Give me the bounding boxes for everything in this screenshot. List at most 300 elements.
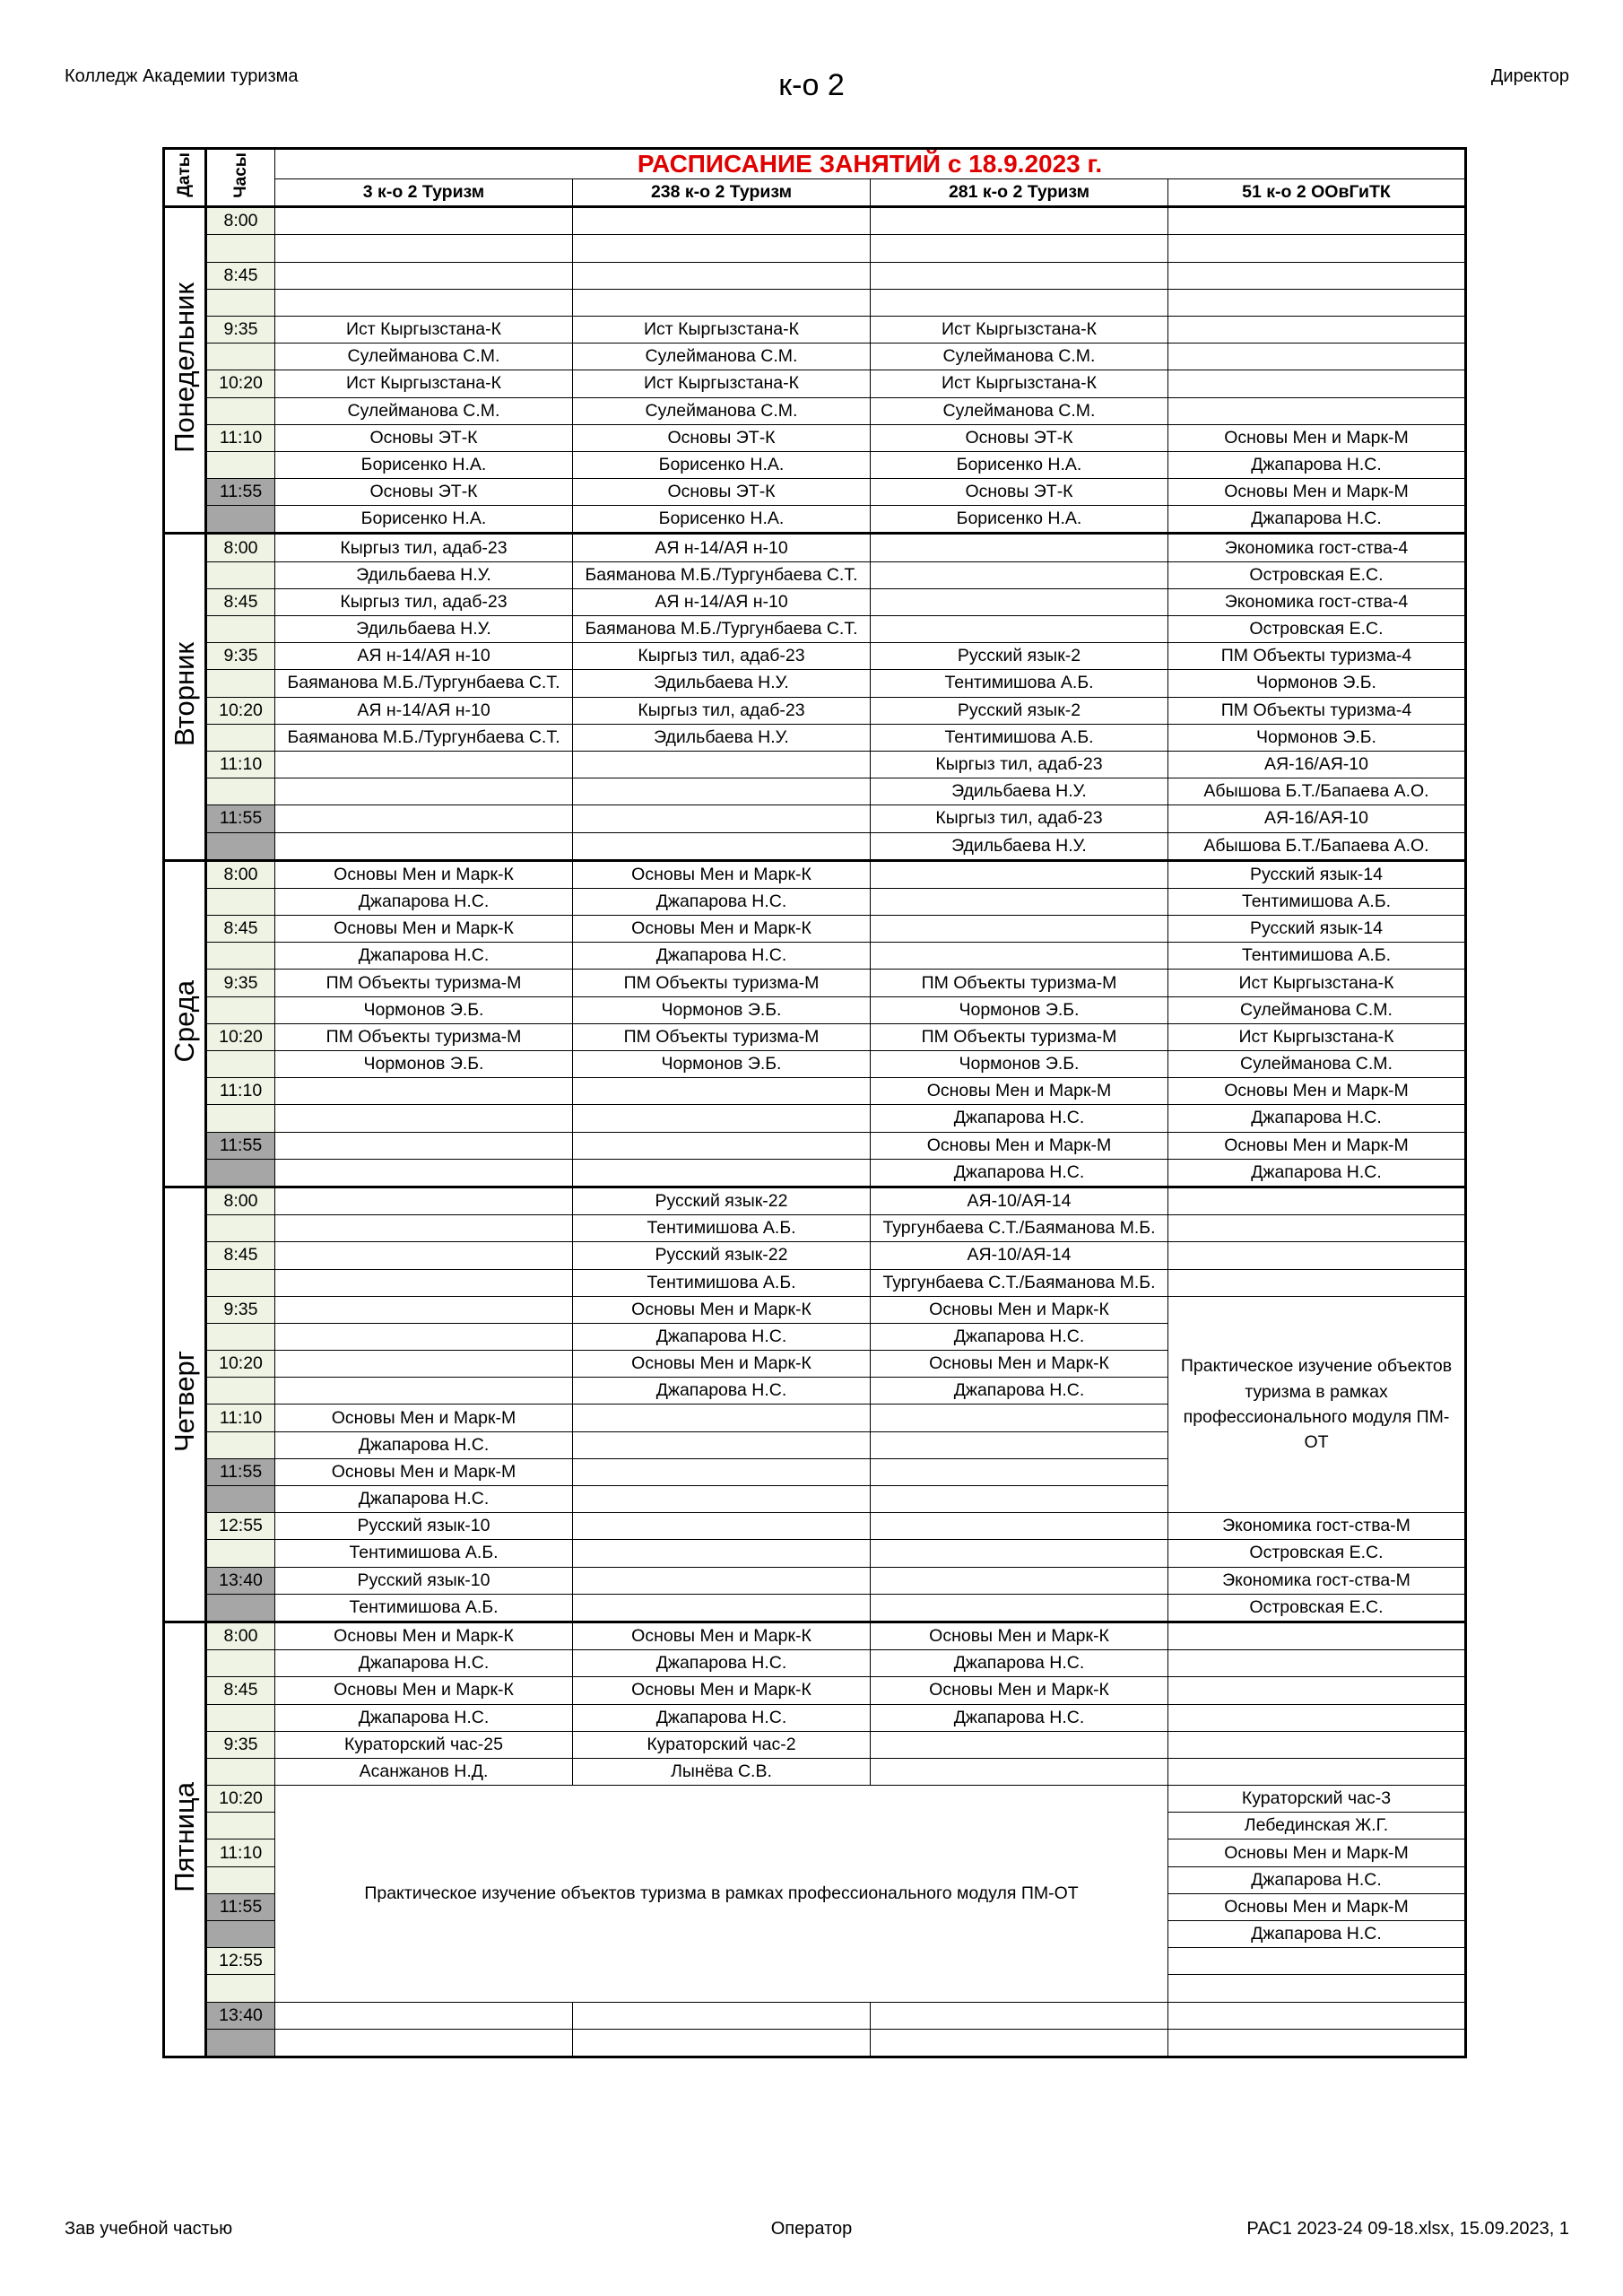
table-row xyxy=(164,805,1466,832)
day-name: Среда xyxy=(169,979,200,1063)
column-header-group-51: 51 к-о 2 ООвГиТК xyxy=(1168,179,1466,207)
lesson-subject-cell: Основы Мен и Марк-К xyxy=(573,1677,871,1704)
lesson-teacher-cell xyxy=(275,1105,573,1132)
lesson-subject-cell: Основы Мен и Марк-К xyxy=(871,1296,1168,1323)
table-row xyxy=(164,479,1466,506)
lesson-subject-cell: Кураторский час-2 xyxy=(573,1731,871,1758)
table-row xyxy=(164,344,1466,370)
lesson-subject-cell: Экономика гост-ства-4 xyxy=(1168,534,1466,561)
table-row xyxy=(164,235,1466,262)
lesson-teacher-cell: Сулейманова С.М. xyxy=(275,397,573,424)
lesson-subject-cell: Основы Мен и Марк-М xyxy=(1168,1132,1466,1159)
lesson-teacher-cell: Тентимишова А.Б. xyxy=(573,1269,871,1296)
lesson-teacher-cell: Тентимишова А.Б. xyxy=(1168,943,1466,970)
table-row xyxy=(164,2029,1466,2057)
lesson-teacher-cell: Сулейманова С.М. xyxy=(573,344,871,370)
table-row xyxy=(164,1650,1466,1677)
lesson-teacher-cell: Джапарова Н.С. xyxy=(871,1323,1168,1350)
day-label-cell xyxy=(164,1622,206,2057)
table-row xyxy=(164,778,1466,805)
time-cell: 8:45 xyxy=(206,916,275,943)
lesson-teacher-cell xyxy=(1168,1704,1466,1731)
page-title: к-о 2 xyxy=(778,68,845,102)
lesson-teacher-cell: Сулейманова С.М. xyxy=(1168,996,1466,1023)
lesson-subject-cell xyxy=(1168,316,1466,343)
lesson-teacher-cell xyxy=(1168,1758,1466,1785)
table-row xyxy=(164,643,1466,670)
lesson-subject-cell: Ист Кыргызстана-К xyxy=(871,316,1168,343)
lesson-teacher-cell: Джапарова Н.С. xyxy=(275,888,573,915)
lesson-teacher-cell: Абышова Б.Т./Бапаева А.О. xyxy=(1168,778,1466,805)
table-row xyxy=(164,370,1466,397)
lesson-teacher-cell: Тентимишова А.Б. xyxy=(275,1540,573,1567)
time-cell: 8:00 xyxy=(206,860,275,888)
lesson-subject-cell: Кыргыз тил, адаб-23 xyxy=(275,534,573,561)
lesson-teacher-cell: Эдильбаева Н.У. xyxy=(573,670,871,697)
lesson-teacher-cell: Баяманова М.Б./Тургунбаева С.Т. xyxy=(573,561,871,588)
lesson-subject-cell: АЯ-10/АЯ-14 xyxy=(871,1187,1168,1214)
lesson-subject-cell xyxy=(275,1187,573,1214)
time-cell xyxy=(206,1813,275,1839)
footer-file-info: РАС1 2023-24 09-18.xlsx, 15.09.2023, 1 xyxy=(1246,2219,1569,2239)
table-row xyxy=(164,1159,1466,1187)
lesson-subject-cell: Основы Мен и Марк-К xyxy=(275,1622,573,1649)
lesson-teacher-cell xyxy=(1168,1975,1466,2002)
lesson-teacher-cell: Тентимишова А.Б. xyxy=(871,670,1168,697)
lesson-teacher-cell: Чормонов Э.Б. xyxy=(1168,670,1466,697)
lesson-subject-cell: Основы Мен и Марк-К xyxy=(573,860,871,888)
time-cell xyxy=(206,943,275,970)
lesson-subject-cell: Экономика гост-ства-М xyxy=(1168,1513,1466,1540)
table-row xyxy=(164,1594,1466,1622)
lesson-teacher-cell xyxy=(871,235,1168,262)
lesson-subject-cell xyxy=(1168,1622,1466,1649)
table-row xyxy=(164,424,1466,451)
lesson-subject-cell xyxy=(871,262,1168,289)
lesson-teacher-cell xyxy=(1168,344,1466,370)
table-row xyxy=(164,1215,1466,1242)
time-cell: 8:45 xyxy=(206,1242,275,1269)
time-cell xyxy=(206,1269,275,1296)
table-row xyxy=(164,888,1466,915)
lesson-teacher-cell: Джапарова Н.С. xyxy=(275,943,573,970)
time-cell xyxy=(206,344,275,370)
lesson-teacher-cell xyxy=(275,1378,573,1405)
lesson-subject-cell xyxy=(573,1567,871,1594)
time-cell xyxy=(206,1758,275,1785)
table-row xyxy=(164,1622,1466,1649)
lesson-teacher-cell: Джапарова Н.С. xyxy=(573,1323,871,1350)
time-cell: 10:20 xyxy=(206,1786,275,1813)
time-cell xyxy=(206,1704,275,1731)
time-cell xyxy=(206,1323,275,1350)
lesson-subject-cell xyxy=(1168,2002,1466,2029)
lesson-subject-cell xyxy=(573,262,871,289)
lesson-teacher-cell xyxy=(871,2029,1168,2057)
lesson-subject-cell: ПМ Объекты туризма-4 xyxy=(1168,697,1466,724)
lesson-subject-cell xyxy=(573,1078,871,1105)
lesson-subject-cell: Кураторский час-3 xyxy=(1168,1786,1466,1813)
time-cell xyxy=(206,832,275,860)
lesson-teacher-cell: Баяманова М.Б./Тургунбаева С.Т. xyxy=(275,670,573,697)
lesson-teacher-cell xyxy=(871,1431,1168,1458)
lesson-subject-cell: Основы Мен и Марк-М xyxy=(871,1078,1168,1105)
lesson-teacher-cell: Сулейманова С.М. xyxy=(275,344,573,370)
lesson-teacher-cell: Эдильбаева Н.У. xyxy=(275,616,573,643)
lesson-subject-cell: Кыргыз тил, адаб-23 xyxy=(573,697,871,724)
table-row xyxy=(164,670,1466,697)
table-row xyxy=(164,561,1466,588)
table-row xyxy=(164,316,1466,343)
lesson-teacher-cell xyxy=(573,1105,871,1132)
time-cell xyxy=(206,996,275,1023)
lesson-subject-cell: Основы Мен и Марк-К xyxy=(275,1677,573,1704)
practice-merged-cell: Практическое изучение объектов туризма в рамках профессионального модуля ПМ-ОТ xyxy=(275,1786,1168,2003)
lesson-subject-cell xyxy=(871,860,1168,888)
day-name: Четверг xyxy=(169,1351,200,1453)
lesson-teacher-cell: Островская Е.С. xyxy=(1168,616,1466,643)
lesson-subject-cell xyxy=(275,751,573,778)
lesson-teacher-cell: Джапарова Н.С. xyxy=(573,888,871,915)
time-cell: 8:00 xyxy=(206,1187,275,1214)
time-cell xyxy=(206,1159,275,1187)
schedule-table xyxy=(162,147,1467,2058)
time-cell xyxy=(206,670,275,697)
lesson-subject-cell: Ист Кыргызстана-К xyxy=(275,370,573,397)
table-row xyxy=(164,588,1466,615)
table-row xyxy=(164,1786,1466,1813)
lesson-subject-cell xyxy=(871,534,1168,561)
table-row xyxy=(164,1513,1466,1540)
lesson-teacher-cell: Чормонов Э.Б. xyxy=(1168,724,1466,751)
table-row xyxy=(164,534,1466,561)
time-cell: 12:55 xyxy=(206,1513,275,1540)
table-row xyxy=(164,207,1466,235)
table-row xyxy=(164,751,1466,778)
lesson-subject-cell: Основы ЭТ-К xyxy=(573,479,871,506)
lesson-teacher-cell: Островская Е.С. xyxy=(1168,1540,1466,1567)
lesson-teacher-cell: Тентимишова А.Б. xyxy=(573,1215,871,1242)
table-row xyxy=(164,1731,1466,1758)
time-cell: 11:55 xyxy=(206,1893,275,1920)
day-name: Вторник xyxy=(169,642,200,747)
lesson-subject-cell xyxy=(1168,207,1466,235)
table-row xyxy=(164,943,1466,970)
lesson-subject-cell: Основы Мен и Марк-М xyxy=(275,1405,573,1431)
table-row xyxy=(164,2002,1466,2029)
lesson-subject-cell xyxy=(871,1458,1168,1485)
lesson-teacher-cell: Борисенко Н.А. xyxy=(275,451,573,478)
column-header-group-3: 3 к-о 2 Туризм xyxy=(275,179,573,207)
lesson-subject-cell: Основы Мен и Марк-М xyxy=(1168,424,1466,451)
lesson-teacher-cell: Джапарова Н.С. xyxy=(1168,506,1466,534)
dates-header xyxy=(164,149,206,207)
time-cell xyxy=(206,235,275,262)
table-row xyxy=(164,1051,1466,1078)
day-label-cell xyxy=(164,1187,206,1622)
lesson-subject-cell xyxy=(871,916,1168,943)
time-cell xyxy=(206,1105,275,1132)
footer-operator-label: Оператор xyxy=(770,2219,853,2239)
lesson-teacher-cell xyxy=(275,289,573,316)
time-cell xyxy=(206,1921,275,1948)
lesson-teacher-cell xyxy=(573,1486,871,1513)
lesson-teacher-cell: Борисенко Н.А. xyxy=(573,506,871,534)
lesson-teacher-cell: Борисенко Н.А. xyxy=(871,451,1168,478)
lesson-subject-cell: Основы ЭТ-К xyxy=(871,479,1168,506)
hours-header xyxy=(206,149,275,207)
lesson-subject-cell: Основы Мен и Марк-К xyxy=(573,1622,871,1649)
time-cell xyxy=(206,1975,275,2002)
lesson-teacher-cell xyxy=(871,1758,1168,1785)
time-cell: 11:55 xyxy=(206,1458,275,1485)
time-cell xyxy=(206,2029,275,2057)
lesson-teacher-cell xyxy=(1168,397,1466,424)
time-cell: 9:35 xyxy=(206,1296,275,1323)
lesson-subject-cell: Основы Мен и Марк-К xyxy=(275,916,573,943)
day-name: Пятница xyxy=(169,1781,200,1892)
lesson-subject-cell: Кураторский час-25 xyxy=(275,1731,573,1758)
college-name: Колледж Академии туризма xyxy=(65,66,299,86)
lesson-subject-cell xyxy=(871,588,1168,615)
time-cell: 11:55 xyxy=(206,479,275,506)
table-row xyxy=(164,1023,1466,1050)
lesson-teacher-cell: Джапарова Н.С. xyxy=(275,1431,573,1458)
lesson-subject-cell: Ист Кыргызстана-К xyxy=(1168,970,1466,996)
lesson-teacher-cell xyxy=(573,1594,871,1622)
lesson-subject-cell: Русский язык-2 xyxy=(871,643,1168,670)
lesson-teacher-cell: Джапарова Н.С. xyxy=(1168,1159,1466,1187)
time-cell: 10:20 xyxy=(206,697,275,724)
table-row xyxy=(164,1105,1466,1132)
lesson-teacher-cell xyxy=(871,561,1168,588)
table-row xyxy=(164,832,1466,860)
lesson-teacher-cell: Джапарова Н.С. xyxy=(871,1704,1168,1731)
lesson-subject-cell: Основы Мен и Марк-К xyxy=(573,1351,871,1378)
lesson-teacher-cell: Асанжанов Н.Д. xyxy=(275,1758,573,1785)
time-cell: 13:40 xyxy=(206,1567,275,1594)
time-cell: 11:10 xyxy=(206,424,275,451)
table-row xyxy=(164,1567,1466,1594)
lesson-teacher-cell: Баяманова М.Б./Тургунбаева С.Т. xyxy=(573,616,871,643)
lesson-subject-cell xyxy=(275,1078,573,1105)
column-header-group-238: 238 к-о 2 Туризм xyxy=(573,179,871,207)
lesson-subject-cell: Русский язык-14 xyxy=(1168,916,1466,943)
lesson-subject-cell xyxy=(573,1458,871,1485)
lesson-teacher-cell xyxy=(1168,289,1466,316)
lesson-teacher-cell xyxy=(573,778,871,805)
time-cell: 11:10 xyxy=(206,751,275,778)
lesson-teacher-cell xyxy=(1168,1269,1466,1296)
time-cell xyxy=(206,561,275,588)
director-label: Директор xyxy=(1490,66,1569,86)
lesson-subject-cell xyxy=(573,1132,871,1159)
lesson-teacher-cell xyxy=(573,289,871,316)
dates-label: Даты xyxy=(175,152,194,197)
time-cell xyxy=(206,451,275,478)
lesson-teacher-cell: Джапарова Н.С. xyxy=(1168,451,1466,478)
time-cell: 8:00 xyxy=(206,1622,275,1649)
lesson-teacher-cell: Тентимишова А.Б. xyxy=(871,724,1168,751)
time-cell xyxy=(206,616,275,643)
time-cell: 11:10 xyxy=(206,1839,275,1866)
column-header-group-281: 281 к-о 2 Туризм xyxy=(871,179,1168,207)
lesson-teacher-cell xyxy=(275,235,573,262)
lesson-teacher-cell xyxy=(871,1486,1168,1513)
lesson-teacher-cell xyxy=(871,888,1168,915)
table-row xyxy=(164,289,1466,316)
lesson-subject-cell: Экономика гост-ства-М xyxy=(1168,1567,1466,1594)
lesson-teacher-cell xyxy=(573,1159,871,1187)
time-cell: 11:10 xyxy=(206,1078,275,1105)
lesson-subject-cell xyxy=(1168,1187,1466,1214)
time-cell xyxy=(206,506,275,534)
lesson-teacher-cell: Борисенко Н.А. xyxy=(871,506,1168,534)
lesson-subject-cell: Ист Кыргызстана-К xyxy=(275,316,573,343)
table-row xyxy=(164,1540,1466,1567)
time-cell: 13:40 xyxy=(206,2002,275,2029)
lesson-teacher-cell: Сулейманова С.М. xyxy=(573,397,871,424)
table-row xyxy=(164,970,1466,996)
time-cell: 8:45 xyxy=(206,262,275,289)
lesson-teacher-cell xyxy=(573,235,871,262)
table-row xyxy=(164,397,1466,424)
lesson-teacher-cell xyxy=(1168,2029,1466,2057)
lesson-teacher-cell xyxy=(275,2029,573,2057)
lesson-teacher-cell xyxy=(1168,235,1466,262)
lesson-subject-cell: Русский язык-10 xyxy=(275,1567,573,1594)
lesson-subject-cell: Основы Мен и Марк-М xyxy=(275,1458,573,1485)
lesson-teacher-cell: Джапарова Н.С. xyxy=(1168,1866,1466,1893)
time-cell xyxy=(206,724,275,751)
time-cell xyxy=(206,289,275,316)
lesson-subject-cell: Основы Мен и Марк-М xyxy=(1168,1893,1466,1920)
lesson-teacher-cell: Эдильбаева Н.У. xyxy=(275,561,573,588)
day-label-cell xyxy=(164,860,206,1187)
lesson-teacher-cell: Джапарова Н.С. xyxy=(275,1486,573,1513)
time-cell: 9:35 xyxy=(206,643,275,670)
table-row xyxy=(164,1296,1466,1323)
lesson-teacher-cell: Эдильбаева Н.У. xyxy=(871,778,1168,805)
schedule-title: РАСПИСАНИЕ ЗАНЯТИЙ с 18.9.2023 г. xyxy=(275,149,1466,179)
table-row xyxy=(164,1758,1466,1785)
lesson-subject-cell xyxy=(275,262,573,289)
lesson-teacher-cell: Чормонов Э.Б. xyxy=(871,996,1168,1023)
time-cell: 8:45 xyxy=(206,588,275,615)
lesson-subject-cell: Русский язык-14 xyxy=(1168,860,1466,888)
lesson-teacher-cell: Лынёва С.В. xyxy=(573,1758,871,1785)
day-name: Понедельник xyxy=(169,282,200,453)
lesson-subject-cell xyxy=(275,805,573,832)
time-cell: 10:20 xyxy=(206,1023,275,1050)
table-row xyxy=(164,451,1466,478)
lesson-subject-cell: Русский язык-22 xyxy=(573,1187,871,1214)
lesson-teacher-cell: Абышова Б.Т./Бапаева А.О. xyxy=(1168,832,1466,860)
lesson-teacher-cell: Островская Е.С. xyxy=(1168,561,1466,588)
lesson-teacher-cell: Джапарова Н.С. xyxy=(275,1704,573,1731)
lesson-teacher-cell: Сулейманова С.М. xyxy=(871,397,1168,424)
lesson-subject-cell xyxy=(1168,370,1466,397)
lesson-teacher-cell xyxy=(871,1540,1168,1567)
table-row xyxy=(164,996,1466,1023)
lesson-subject-cell: ПМ Объекты туризма-4 xyxy=(1168,643,1466,670)
lesson-subject-cell xyxy=(871,1513,1168,1540)
table-row xyxy=(164,616,1466,643)
lesson-subject-cell: Основы Мен и Марк-К xyxy=(871,1351,1168,1378)
lesson-subject-cell: Основы Мен и Марк-М xyxy=(1168,1839,1466,1866)
time-cell: 11:55 xyxy=(206,805,275,832)
time-cell xyxy=(206,397,275,424)
lesson-teacher-cell: Джапарова Н.С. xyxy=(871,1159,1168,1187)
day-label-cell xyxy=(164,207,206,534)
lesson-teacher-cell: Эдильбаева Н.У. xyxy=(573,724,871,751)
lesson-teacher-cell xyxy=(573,1540,871,1567)
lesson-teacher-cell: Тентимишова А.Б. xyxy=(1168,888,1466,915)
lesson-subject-cell xyxy=(275,1242,573,1269)
lesson-teacher-cell: Чормонов Э.Б. xyxy=(871,1051,1168,1078)
lesson-teacher-cell xyxy=(871,289,1168,316)
lesson-subject-cell xyxy=(573,1405,871,1431)
lesson-teacher-cell xyxy=(275,778,573,805)
time-cell: 11:10 xyxy=(206,1405,275,1431)
lesson-subject-cell: АЯ н-14/АЯ н-10 xyxy=(275,697,573,724)
lesson-teacher-cell xyxy=(573,2029,871,2057)
lesson-subject-cell xyxy=(573,2002,871,2029)
time-cell: 8:45 xyxy=(206,1677,275,1704)
time-cell xyxy=(206,1378,275,1405)
lesson-subject-cell: Кыргыз тил, адаб-23 xyxy=(573,643,871,670)
lesson-subject-cell: Ист Кыргызстана-К xyxy=(1168,1023,1466,1050)
table-row xyxy=(164,1677,1466,1704)
lesson-teacher-cell: Тургунбаева С.Т./Баяманова М.Б. xyxy=(871,1269,1168,1296)
lesson-subject-cell xyxy=(1168,1731,1466,1758)
lesson-teacher-cell: Джапарова Н.С. xyxy=(573,943,871,970)
lesson-subject-cell: Основы ЭТ-К xyxy=(275,424,573,451)
lesson-teacher-cell xyxy=(871,616,1168,643)
lesson-teacher-cell: Борисенко Н.А. xyxy=(573,451,871,478)
lesson-teacher-cell: Чормонов Э.Б. xyxy=(275,996,573,1023)
lesson-subject-cell: Ист Кыргызстана-К xyxy=(871,370,1168,397)
lesson-teacher-cell xyxy=(275,1215,573,1242)
lesson-teacher-cell: Лебединская Ж.Г. xyxy=(1168,1813,1466,1839)
lesson-subject-cell: Основы ЭТ-К xyxy=(275,479,573,506)
table-row xyxy=(164,262,1466,289)
lesson-subject-cell: Кыргыз тил, адаб-23 xyxy=(275,588,573,615)
lesson-teacher-cell: Чормонов Э.Б. xyxy=(275,1051,573,1078)
lesson-subject-cell: АЯ н-14/АЯ н-10 xyxy=(573,534,871,561)
time-cell: 9:35 xyxy=(206,970,275,996)
lesson-teacher-cell: Джапарова Н.С. xyxy=(1168,1105,1466,1132)
lesson-subject-cell xyxy=(573,1513,871,1540)
lesson-subject-cell: АЯ-10/АЯ-14 xyxy=(871,1242,1168,1269)
time-cell xyxy=(206,1594,275,1622)
table-row xyxy=(164,1242,1466,1269)
table-row xyxy=(164,916,1466,943)
lesson-subject-cell: Основы Мен и Марк-М xyxy=(1168,1078,1466,1105)
lesson-subject-cell xyxy=(573,207,871,235)
lesson-subject-cell: Основы Мен и Марк-К xyxy=(275,860,573,888)
table-row xyxy=(164,1132,1466,1159)
lesson-subject-cell xyxy=(1168,1948,1466,1975)
lesson-subject-cell xyxy=(871,1405,1168,1431)
time-cell: 8:00 xyxy=(206,207,275,235)
lesson-subject-cell xyxy=(871,2002,1168,2029)
day-label-cell xyxy=(164,534,206,860)
table-row xyxy=(164,1704,1466,1731)
lesson-subject-cell: Основы Мен и Марк-К xyxy=(573,916,871,943)
time-cell: 9:35 xyxy=(206,1731,275,1758)
time-cell: 11:55 xyxy=(206,1132,275,1159)
